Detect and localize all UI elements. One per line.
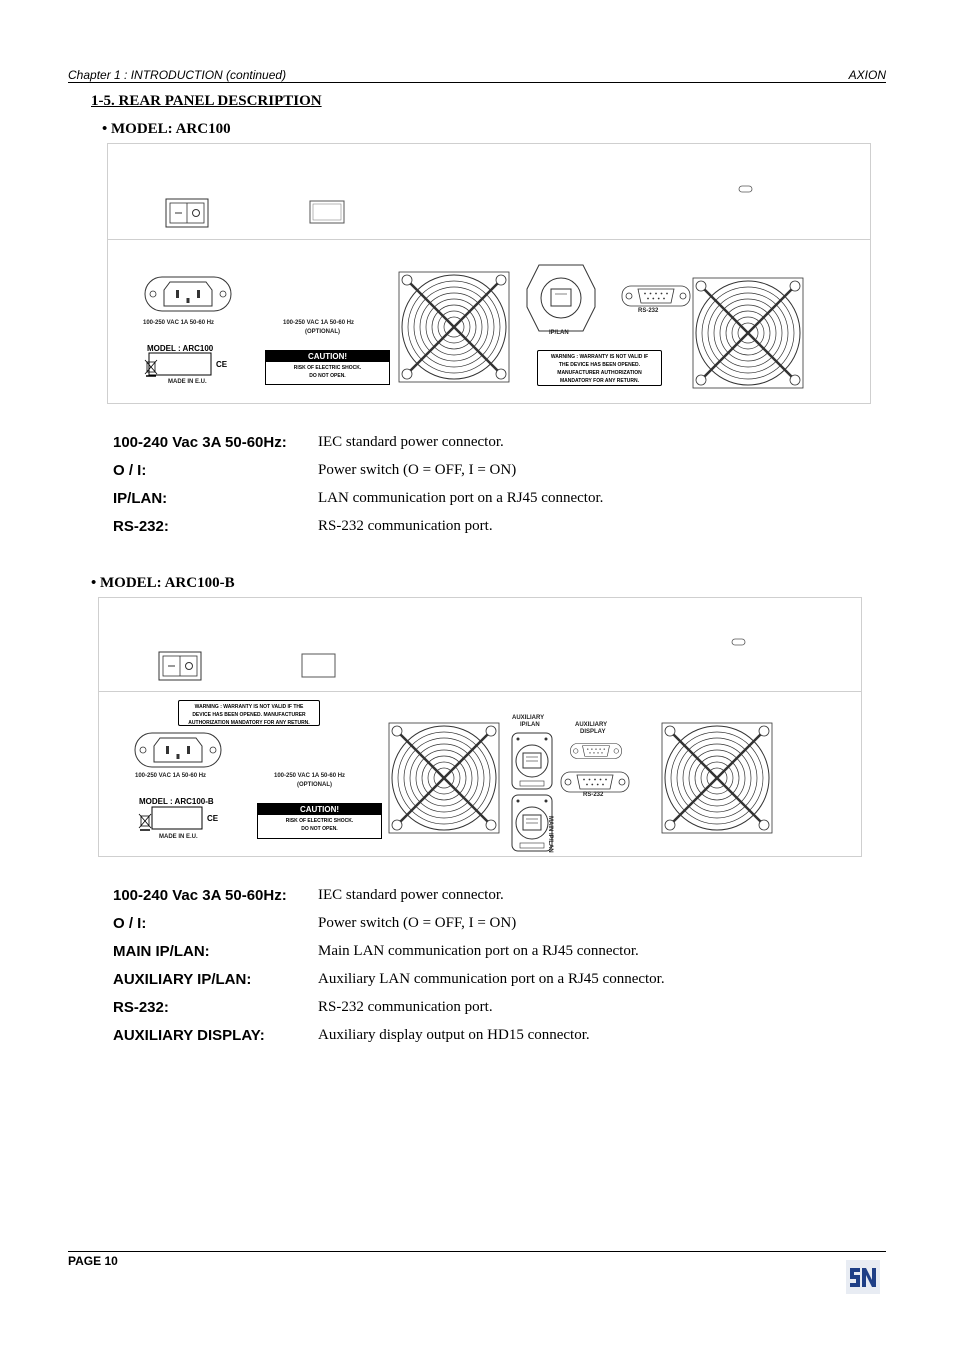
weee-bin-icon (139, 814, 151, 830)
made-in-label: MADE IN E.U. (159, 834, 198, 840)
aux-display-label: AUXILIARY (575, 722, 608, 728)
model-tag: MODEL : ARC100-B (139, 797, 214, 806)
hd15-aux-display-icon (571, 744, 622, 759)
aux-display-label: DISPLAY (580, 729, 606, 735)
weee-bin-icon (145, 360, 157, 376)
rj45-iplan-icon (527, 265, 595, 331)
footer-rule (68, 1251, 886, 1252)
front-led-icon (732, 639, 745, 645)
spec-term: 100-240 Vac 3A 50-60Hz: (113, 434, 287, 451)
spec-desc: RS-232 communication port. (318, 999, 493, 1015)
rj45-main-iplan-icon (512, 795, 552, 851)
rs232-port-label: RS-232 (638, 308, 659, 314)
made-in-label: MADE IN E.U. (168, 379, 207, 385)
spec-desc: Power switch (O = OFF, I = ON) (318, 462, 517, 478)
spec-desc: Main LAN communication port on a RJ45 connector. (318, 943, 639, 959)
spec-desc: Auxiliary display output on HD15 connector. (318, 1027, 590, 1043)
power-switch-icon (159, 652, 201, 680)
spec-term: O / I: (113, 915, 147, 932)
optional-label: (OPTIONAL) (305, 329, 340, 335)
main-iplan-label: MAIN IP/LAN (547, 816, 553, 853)
chapter-header: Chapter 1 : INTRODUCTION (continued) (68, 68, 287, 82)
model-tag: MODEL : ARC100 (147, 344, 214, 353)
section-title: 1-5. REAR PANEL DESCRIPTION (91, 93, 322, 109)
spec-desc: RS-232 communication port. (318, 518, 493, 534)
model-arc100b-heading: • MODEL: ARC100-B (91, 575, 235, 591)
spec-term: IP/LAN: (113, 490, 168, 507)
page-number: PAGE 10 (68, 1254, 118, 1268)
iec-power-connector-icon (135, 733, 221, 767)
brand-logo-icon (846, 1260, 880, 1294)
rear-panel-arc100 (107, 143, 871, 404)
spec-term: AUXILIARY IP/LAN: (113, 971, 252, 988)
caution-label: CAUTION! RISK OF ELECTRIC SHOCK. DO NOT OPEN. (265, 350, 390, 385)
optional-power-label: 100-250 VAC 1A 50-60 Hz (274, 773, 346, 779)
optional-power-slot-icon (310, 201, 344, 223)
rs232-port-label: RS-232 (583, 792, 604, 798)
front-led-icon (739, 186, 752, 192)
optional-power-label: 100-250 VAC 1A 50-60 Hz (283, 320, 355, 326)
iec-power-connector-icon (145, 277, 231, 311)
optional-label: (OPTIONAL) (297, 782, 332, 788)
aux-iplan-label: AUXILIARY (512, 715, 545, 721)
spec-term: 100-240 Vac 3A 50-60Hz: (113, 887, 287, 904)
spec-desc: IEC standard power connector. (318, 887, 504, 903)
spec-desc: Power switch (O = OFF, I = ON) (318, 915, 517, 931)
rear-panel-arc100b (98, 597, 862, 857)
iplan-port-label: IP/LAN (549, 330, 569, 336)
spec-term: O / I: (113, 462, 147, 479)
fan-left-icon (399, 272, 509, 382)
spec-term: MAIN IP/LAN: (113, 943, 210, 960)
spec-desc: LAN communication port on a RJ45 connector. (318, 490, 604, 506)
spec-term: AUXILIARY DISPLAY: (113, 1027, 265, 1044)
brand-header: AXION (848, 68, 886, 82)
fan-right-icon (693, 278, 803, 388)
warranty-warning-label: WARNING : WARRANTY IS NOT VALID IF THE DEVICE HAS BEEN OPENED. MANUFACTURER AUTHORIZATION MANDATORY FOR ANY RETURN. (178, 700, 320, 726)
power-label: 100-250 VAC 1A 50-60 Hz (143, 320, 215, 326)
spec-term: RS-232: (113, 518, 169, 535)
fan-left-icon (389, 723, 499, 833)
warranty-warning-label: WARNING : WARRANTY IS NOT VALID IF THE DEVICE HAS BEEN OPENED. MANUFACTURER AUTHORIZATION MANDATORY FOR ANY RETURN. (537, 350, 662, 386)
power-switch-icon (166, 199, 208, 227)
power-label: 100-250 VAC 1A 50-60 Hz (135, 773, 207, 779)
model-arc100-heading: • MODEL: ARC100 (102, 121, 231, 137)
rs232-connector-icon (622, 286, 690, 306)
rj45-aux-iplan-icon (512, 733, 552, 789)
aux-iplan-label: IP/LAN (520, 722, 540, 728)
ce-mark: CE (216, 360, 228, 369)
caution-label: CAUTION! RISK OF ELECTRIC SHOCK. DO NOT OPEN. (257, 803, 382, 839)
optional-power-slot-icon (302, 654, 335, 677)
header-rule (68, 82, 886, 83)
spec-desc: Auxiliary LAN communication port on a RJ45 connector. (318, 971, 665, 987)
spec-desc: IEC standard power connector. (318, 434, 504, 450)
spec-term: RS-232: (113, 999, 169, 1016)
fan-right-icon (662, 723, 772, 833)
ce-mark: CE (207, 814, 219, 823)
rs232-connector-icon (561, 772, 629, 792)
